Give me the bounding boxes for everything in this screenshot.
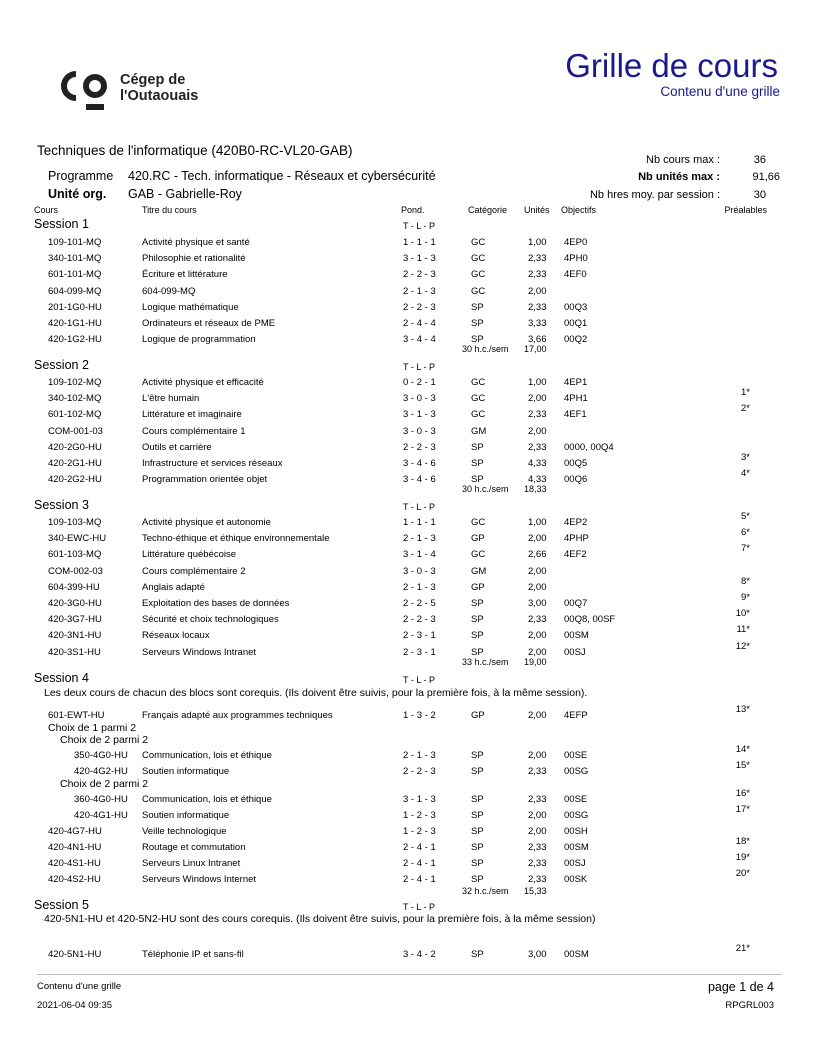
cell-pre: 14* <box>735 744 750 755</box>
cell-units: 2,33 <box>528 794 547 805</box>
cell-pond: 3 - 1 - 3 <box>403 409 436 421</box>
college-logo-icon <box>60 70 110 114</box>
cell-pond: 1 - 1 - 1 <box>403 517 436 528</box>
cell-pond: 1 - 2 - 3 <box>403 810 436 821</box>
college-logo <box>60 70 210 114</box>
cell-cat: SP <box>471 842 484 853</box>
cell-obj: 4PH0 <box>564 253 588 265</box>
cell-code: 360-4G0-HU <box>74 794 128 805</box>
table-row <box>0 592 816 614</box>
cell-pond: 2 - 1 - 3 <box>403 581 436 593</box>
cell-pond: 2 - 2 - 3 <box>403 441 436 453</box>
cell-units: 2,33 <box>528 301 547 313</box>
stat-label: Nb hres moy. par session : <box>589 189 720 201</box>
table-row <box>0 624 816 646</box>
cell-code: 420-1G2-HU <box>48 334 102 346</box>
table-row <box>0 608 816 630</box>
table-row <box>0 468 816 490</box>
table-row <box>0 543 816 565</box>
cell-cat: GC <box>471 253 486 265</box>
cell-pre: 18* <box>735 836 750 847</box>
cell-code: 109-102-MQ <box>48 377 102 388</box>
cell-title: Ordinateurs et réseaux de PME <box>142 318 276 329</box>
table-row <box>0 426 816 442</box>
unite-value: GAB - Gabrielle-Roy <box>128 187 242 201</box>
cell-pre: 13* <box>735 704 750 715</box>
cell-title: Littérature québécoise <box>142 549 237 561</box>
cell-units: 1,00 <box>528 377 547 388</box>
cell-pre: 4* <box>741 468 750 480</box>
cell-units: 3,33 <box>528 318 547 329</box>
cell-pre: 11* <box>736 624 750 636</box>
cell-pond: 2 - 4 - 1 <box>403 858 436 869</box>
cell-pond: 3 - 0 - 3 <box>403 393 436 405</box>
table-row <box>0 852 816 874</box>
cell-units: 3,66 <box>528 334 547 346</box>
col-header-prealables: Préalables <box>724 205 767 215</box>
col-header-unites: Unités <box>524 205 550 215</box>
cell-title: Communication, lois et éthique <box>142 794 272 805</box>
tlp-legend: T - L - P <box>403 902 436 912</box>
cell-units: 2,33 <box>528 874 547 885</box>
logo-line-1: Cégep de <box>120 72 186 88</box>
cell-title: Soutien informatique <box>142 766 230 777</box>
cell-obj: 00Q1 <box>564 318 588 329</box>
table-row <box>0 943 816 965</box>
cell-title: Activité physique et santé <box>142 237 250 248</box>
cell-pre: 5* <box>741 511 750 522</box>
cell-title: Logique mathématique <box>142 301 239 313</box>
stat-value: 91,66 <box>752 171 780 183</box>
cell-pond: 3 - 0 - 3 <box>403 425 436 437</box>
cell-obj: 00Q5 <box>564 458 588 469</box>
table-row <box>0 836 816 858</box>
table-row <box>0 237 816 253</box>
cell-pre: 15* <box>735 760 750 771</box>
unite-label: Unité org. <box>48 187 107 201</box>
table-row <box>0 575 816 598</box>
cell-cat: GM <box>471 425 487 437</box>
cell-code: 340-102-MQ <box>48 393 102 405</box>
col-header-cours: Cours <box>34 205 59 215</box>
cell-pre: 21* <box>735 943 750 954</box>
cell-cat: GC <box>471 517 486 528</box>
cell-obj: 00SE <box>564 794 588 805</box>
cell-title: Anglais adapté <box>142 581 205 593</box>
cell-pond: 2 - 2 - 3 <box>403 301 436 313</box>
cell-units: 2,33 <box>528 409 547 421</box>
cell-obj: 00Q3 <box>564 301 588 313</box>
cell-pre: 10* <box>735 608 750 620</box>
cell-obj: 4PHP <box>564 533 589 545</box>
tlp-legend: T - L - P <box>403 221 436 231</box>
cell-units: 2,66 <box>528 549 547 561</box>
cell-pre: 19* <box>735 852 750 863</box>
table-row <box>0 744 816 766</box>
cell-code: 601-101-MQ <box>48 269 102 281</box>
cell-code: 420-3G7-HU <box>48 614 102 626</box>
cell-cat: GC <box>471 269 486 281</box>
cell-cat: GC <box>471 237 486 248</box>
session-heading: Session 4 <box>34 671 89 685</box>
cell-code: COM-002-03 <box>48 565 103 577</box>
cell-pre: 17* <box>735 804 750 815</box>
cell-pond: 3 - 0 - 3 <box>403 565 436 577</box>
cell-pond: 2 - 1 - 3 <box>403 285 436 297</box>
cell-cat: GC <box>471 285 486 297</box>
cell-units: 1,00 <box>528 237 547 248</box>
cell-code: 340-101-MQ <box>48 253 102 265</box>
cell-title: Littérature et imaginaire <box>142 409 242 421</box>
programme-value: 420.RC - Tech. informatique - Réseaux et cybersécurité <box>128 169 436 183</box>
table-row <box>0 804 816 826</box>
cell-obj: 4EP2 <box>564 517 588 528</box>
cell-code: 604-099-MQ <box>48 285 102 297</box>
cell-title: Réseaux locaux <box>142 630 210 642</box>
cell-pond: 2 - 4 - 1 <box>403 842 436 853</box>
cell-code: 201-1G0-HU <box>48 301 102 313</box>
cell-title: Veille technologique <box>142 826 227 837</box>
cell-code: 350-4G0-HU <box>74 750 128 761</box>
session-total-hours: 33 h.c./sem <box>462 656 509 667</box>
cell-units: 2,00 <box>528 630 547 642</box>
cell-units: 2,00 <box>528 826 547 837</box>
cell-title: Écriture et littérature <box>142 269 228 281</box>
cell-title: Exploitation des bases de données <box>142 598 290 609</box>
session-heading: Session 1 <box>34 217 89 231</box>
logo-line-2: l'Outaouais <box>120 88 199 104</box>
cell-units: 2,00 <box>528 810 547 821</box>
session-total-hours: 32 h.c./sem <box>462 886 509 896</box>
cell-code: 109-101-MQ <box>48 237 102 248</box>
cell-cat: GC <box>471 549 486 561</box>
stat-label: Nb cours max : <box>646 154 720 166</box>
stat-label: Nb unités max : <box>638 171 720 183</box>
cell-units: 2,00 <box>528 750 547 761</box>
cell-units: 2,33 <box>528 269 547 281</box>
table-row <box>0 527 816 549</box>
cell-pre: 8* <box>741 575 750 587</box>
tlp-legend: T - L - P <box>403 675 436 685</box>
cell-pond: 2 - 4 - 1 <box>403 874 436 885</box>
session-total-units: 15,33 <box>524 886 547 896</box>
table-row <box>0 253 816 269</box>
cell-units: 4,33 <box>528 474 547 486</box>
report-code: RPGRL003 <box>725 1000 774 1011</box>
session-note: Les deux cours de chacun des blocs sont corequis. (Ils doivent être suivis, pour la première fois, à la même session). <box>44 687 588 699</box>
choice-heading: Choix de 1 parmi 2 <box>48 722 137 734</box>
session-total-hours: 30 h.c./sem <box>462 484 509 495</box>
choice-heading: Choix de 2 parmi 2 <box>60 778 149 790</box>
cell-obj: 00Q6 <box>564 474 588 486</box>
cell-pond: 1 - 1 - 1 <box>403 237 436 248</box>
cell-title: Routage et commutation <box>142 842 246 853</box>
cell-pond: 3 - 4 - 6 <box>403 474 436 486</box>
cell-title: Communication, lois et éthique <box>142 750 272 761</box>
cell-pond: 2 - 1 - 3 <box>403 533 436 545</box>
table-row <box>0 826 816 842</box>
cell-cat: SP <box>471 458 484 469</box>
cell-units: 1,00 <box>528 517 547 528</box>
table-row <box>0 302 816 318</box>
cell-pond: 3 - 1 - 3 <box>403 253 436 265</box>
page-number: page 1 de 4 <box>707 980 774 994</box>
cell-cat: SP <box>471 874 484 885</box>
cell-cat: SP <box>471 598 484 609</box>
session-heading: Session 5 <box>34 898 89 912</box>
cell-pond: 1 - 2 - 3 <box>403 826 436 837</box>
cell-title: Activité physique et efficacité <box>142 377 264 388</box>
cell-title: Infrastructure et services réseaux <box>142 458 283 469</box>
cell-title: Français adapté aux programmes techniques <box>142 710 333 721</box>
programme-label: Programme <box>48 169 114 183</box>
table-row <box>0 286 816 302</box>
cell-code: 420-3S1-HU <box>48 646 101 658</box>
cell-obj: 00SH <box>564 826 588 837</box>
cell-code: 340-EWC-HU <box>48 533 107 545</box>
session-total-units: 17,00 <box>524 344 547 355</box>
cell-pre: 12* <box>735 640 750 652</box>
cell-pond: 2 - 2 - 5 <box>403 598 436 609</box>
cell-title: Serveurs Linux Intranet <box>142 858 241 869</box>
cell-pond: 2 - 3 - 1 <box>403 630 436 642</box>
cell-pre: 9* <box>741 592 750 603</box>
cell-title: Serveurs Windows Internet <box>142 874 257 885</box>
cell-title: Logique de programmation <box>142 334 256 346</box>
cell-pond: 3 - 4 - 6 <box>403 458 436 469</box>
session-total-hours: 30 h.c./sem <box>462 344 509 355</box>
cell-cat: SP <box>471 646 484 658</box>
cell-cat: SP <box>471 301 484 313</box>
cell-units: 2,00 <box>528 565 547 577</box>
cell-units: 2,33 <box>528 766 547 777</box>
cell-code: 420-2G0-HU <box>48 441 102 453</box>
cell-pond: 3 - 1 - 4 <box>403 549 436 561</box>
cell-obj: 00Q7 <box>564 598 588 609</box>
cell-pre: 16* <box>735 788 750 799</box>
cell-title: 604-099-MQ <box>142 285 196 297</box>
cell-cat: SP <box>471 810 484 821</box>
cell-code: COM-001-03 <box>48 425 103 437</box>
cell-pre: 6* <box>741 527 750 539</box>
cell-title: Outils et carrière <box>142 441 212 453</box>
col-header-pond: Pond. <box>401 205 425 215</box>
cell-pre: 2* <box>741 403 750 415</box>
cell-cat: SP <box>471 750 484 761</box>
cell-pre: 7* <box>741 543 750 555</box>
cell-cat: SP <box>471 766 484 777</box>
col-header-titre: Titre du cours <box>142 205 197 215</box>
cell-code: 420-4S1-HU <box>48 858 101 869</box>
cell-cat: SP <box>471 794 484 805</box>
cell-cat: SP <box>471 858 484 869</box>
cell-obj: 4EP0 <box>564 237 588 248</box>
program-title: Techniques de l'informatique (420B0-RC-VL20-GAB) <box>37 143 353 158</box>
cell-units: 2,00 <box>528 393 547 405</box>
cell-obj: 4EF1 <box>564 409 587 421</box>
session-note: 420-5N1-HU et 420-5N2-HU sont des cours corequis. (Ils doivent être suivis, pour la première fois, à la même session) <box>44 913 596 925</box>
cell-cat: SP <box>471 630 484 642</box>
cell-units: 2,00 <box>528 581 547 593</box>
cell-pond: 2 - 4 - 4 <box>403 318 436 329</box>
cell-code: 601-102-MQ <box>48 409 102 421</box>
session-total-units: 19,00 <box>524 656 547 667</box>
cell-code: 420-5N1-HU <box>48 949 102 960</box>
table-row <box>0 318 816 334</box>
cell-code: 420-3G0-HU <box>48 598 102 609</box>
cell-title: Téléphonie IP et sans-fil <box>142 949 244 960</box>
cell-units: 3,00 <box>528 598 547 609</box>
cell-code: 420-4S2-HU <box>48 874 101 885</box>
cell-code: 420-4G2-HU <box>74 766 128 777</box>
cell-obj: 0000, 00Q4 <box>564 441 614 453</box>
cell-title: Sécurité et choix technologiques <box>142 614 279 626</box>
stat-value: 36 <box>753 154 766 166</box>
cell-cat: GP <box>471 533 485 545</box>
table-row <box>0 387 816 409</box>
cell-cat: SP <box>471 441 484 453</box>
cell-pond: 2 - 2 - 3 <box>403 269 436 281</box>
cell-code: 420-2G1-HU <box>48 458 102 469</box>
cell-units: 4,33 <box>528 458 547 469</box>
cell-pond: 2 - 2 - 3 <box>403 766 436 777</box>
cell-units: 2,33 <box>528 441 547 453</box>
cell-cat: GC <box>471 393 486 405</box>
table-row <box>0 377 816 393</box>
table-row <box>0 788 816 810</box>
page-subtitle: Contenu d'une grille <box>660 84 780 99</box>
footer-datetime: 2021-06-04 09:35 <box>37 1000 113 1011</box>
cell-units: 2,33 <box>528 842 547 853</box>
cell-obj: 00SM <box>564 630 589 642</box>
cell-units: 3,00 <box>528 949 547 960</box>
cell-code: 420-1G1-HU <box>48 318 102 329</box>
cell-code: 601-103-MQ <box>48 549 102 561</box>
cell-obj: 00SJ <box>564 646 586 658</box>
cell-obj: 4EP1 <box>564 377 588 388</box>
cell-pond: 2 - 3 - 1 <box>403 646 436 658</box>
cell-units: 2,33 <box>528 614 547 626</box>
table-row <box>0 566 816 582</box>
cell-title: L'être humain <box>142 393 200 405</box>
footer-label: Contenu d'une grille <box>37 981 122 992</box>
session-heading: Session 2 <box>34 358 89 372</box>
cell-pre: 1* <box>741 387 750 399</box>
cell-obj: 00SK <box>564 874 588 885</box>
cell-title: Activité physique et autonomie <box>142 517 271 528</box>
cell-units: 2,00 <box>528 533 547 545</box>
table-row <box>0 868 816 890</box>
cell-code: 601-EWT-HU <box>48 710 105 721</box>
cell-units: 2,00 <box>528 710 547 721</box>
cell-cat: GP <box>471 581 485 593</box>
col-header-categorie: Catégorie <box>468 205 508 215</box>
table-row <box>0 442 816 458</box>
cell-cat: GC <box>471 409 486 421</box>
cell-code: 420-2G2-HU <box>48 474 102 486</box>
cell-code: 420-4G7-HU <box>48 826 102 837</box>
cell-title: Cours complémentaire 1 <box>142 425 246 437</box>
cell-cat: GM <box>471 565 487 577</box>
tlp-legend: T - L - P <box>403 362 436 372</box>
cell-pond: 2 - 1 - 3 <box>403 750 436 761</box>
cell-title: Philosophie et rationalité <box>142 253 246 265</box>
cell-code: 604-399-HU <box>48 581 100 593</box>
table-row <box>0 403 816 425</box>
table-row <box>0 511 816 533</box>
col-header-objectifs: Objectifs <box>561 205 597 215</box>
cell-title: Soutien informatique <box>142 810 230 821</box>
session-heading: Session 3 <box>34 498 89 512</box>
cell-cat: SP <box>471 949 484 960</box>
cell-pond: 3 - 4 - 2 <box>403 949 436 960</box>
cell-pond: 3 - 1 - 3 <box>403 794 436 805</box>
cell-obj: 4EF0 <box>564 269 587 281</box>
cell-cat: SP <box>471 318 484 329</box>
cell-obj: 4EFP <box>564 710 588 721</box>
cell-code: 420-3N1-HU <box>48 630 102 642</box>
cell-pre: 20* <box>735 868 750 879</box>
cell-obj: 00SG <box>564 810 589 821</box>
cell-obj: 00SG <box>564 766 589 777</box>
table-row <box>0 452 816 474</box>
cell-pre: 3* <box>741 452 750 463</box>
cell-units: 2,00 <box>528 285 547 297</box>
choice-heading: Choix de 2 parmi 2 <box>60 734 149 746</box>
cell-obj: 00SE <box>564 750 588 761</box>
table-row <box>0 640 816 663</box>
stat-value: 30 <box>753 189 766 201</box>
cell-obj: 00SM <box>564 949 589 960</box>
cell-obj: 00SJ <box>564 858 586 869</box>
cell-cat: SP <box>471 826 484 837</box>
cell-title: Programmation orientée objet <box>142 474 268 486</box>
cell-pond: 2 - 2 - 3 <box>403 614 436 626</box>
cell-obj: 00Q8, 00SF <box>564 614 616 626</box>
cell-code: 420-4N1-HU <box>48 842 102 853</box>
cell-cat: SP <box>471 614 484 626</box>
cell-units: 2,00 <box>528 425 547 437</box>
cell-cat: SP <box>471 334 484 346</box>
cell-title: Techno-éthique et éthique environnementale <box>142 533 330 545</box>
cell-title: Serveurs Windows Intranet <box>142 646 257 658</box>
cell-obj: 4PH1 <box>564 393 588 405</box>
cell-obj: 4EF2 <box>564 549 587 561</box>
cell-code: 109-103-MQ <box>48 517 102 528</box>
cell-code: 420-4G1-HU <box>74 810 128 821</box>
tlp-legend: T - L - P <box>403 502 436 512</box>
table-row <box>0 269 816 285</box>
cell-pond: 1 - 3 - 2 <box>403 710 436 721</box>
cell-cat: GP <box>471 710 485 721</box>
cell-units: 2,00 <box>528 646 547 658</box>
table-row <box>0 334 816 350</box>
cell-pond: 0 - 2 - 1 <box>403 377 436 388</box>
session-total-units: 18,33 <box>524 484 547 495</box>
cell-obj: 00SM <box>564 842 589 853</box>
cell-pond: 3 - 4 - 4 <box>403 334 436 346</box>
cell-title: Cours complémentaire 2 <box>142 565 246 577</box>
cell-cat: SP <box>471 474 484 486</box>
cell-cat: GC <box>471 377 486 388</box>
cell-obj: 00Q2 <box>564 334 588 346</box>
page-title: Grille de cours <box>565 47 778 84</box>
cell-units: 2,33 <box>528 253 547 265</box>
cell-units: 2,33 <box>528 858 547 869</box>
footer-divider <box>37 974 782 975</box>
